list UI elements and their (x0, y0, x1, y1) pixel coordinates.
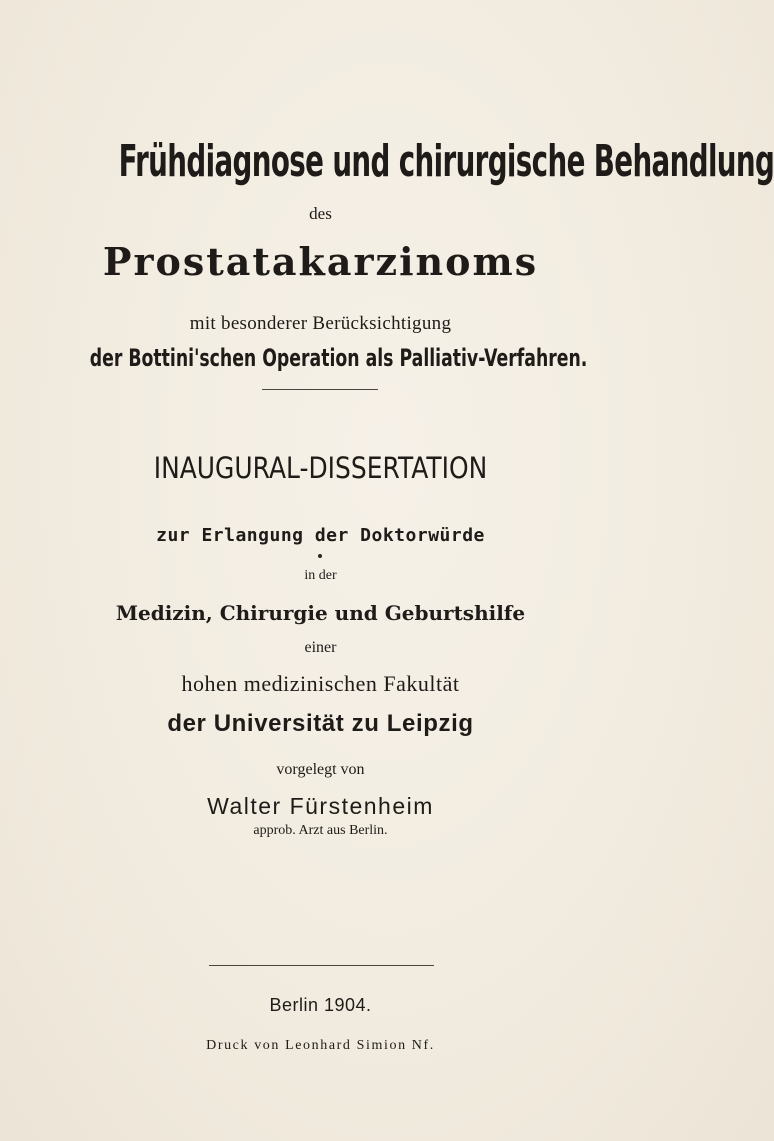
subtitle-line2: der Bottini'schen Operation als Palliativ-Verfahren. (89, 344, 588, 372)
in-der-line: in der (304, 568, 337, 583)
main-title-line1: Frühdiagnose und chirurgische Behandlung (118, 136, 774, 187)
dissertation-heading: INAUGURAL-DISSERTATION (153, 451, 488, 485)
university-name: der Universität zu Leipzig (167, 710, 474, 737)
submitted-by-line: vorgelegt von (276, 761, 365, 778)
faculty-subjects: Medizin, Chirurgie und Geburtshilfe (115, 601, 526, 625)
main-title-line2: Prostatakarzinoms (102, 239, 539, 284)
author-name: Walter Fürstenheim (207, 793, 434, 819)
author-note: approb. Arzt aus Berlin. (253, 823, 388, 838)
divider-rule-bottom (209, 965, 434, 966)
einer-line: einer (304, 639, 337, 656)
subtitle-line1: mit besonderer Berücksichtigung (189, 313, 452, 334)
purpose-line: zur Erlangung der Doktorwürde (156, 525, 485, 546)
place-year: Berlin 1904. (269, 995, 372, 1015)
title-connector: des (309, 204, 332, 223)
divider-rule (262, 389, 378, 390)
printer-line: Druck von Leonhard Simion Nf. (206, 1038, 435, 1053)
faculty-name: hohen medizinischen Fakultät (181, 671, 460, 696)
ornament-dot (318, 554, 322, 558)
